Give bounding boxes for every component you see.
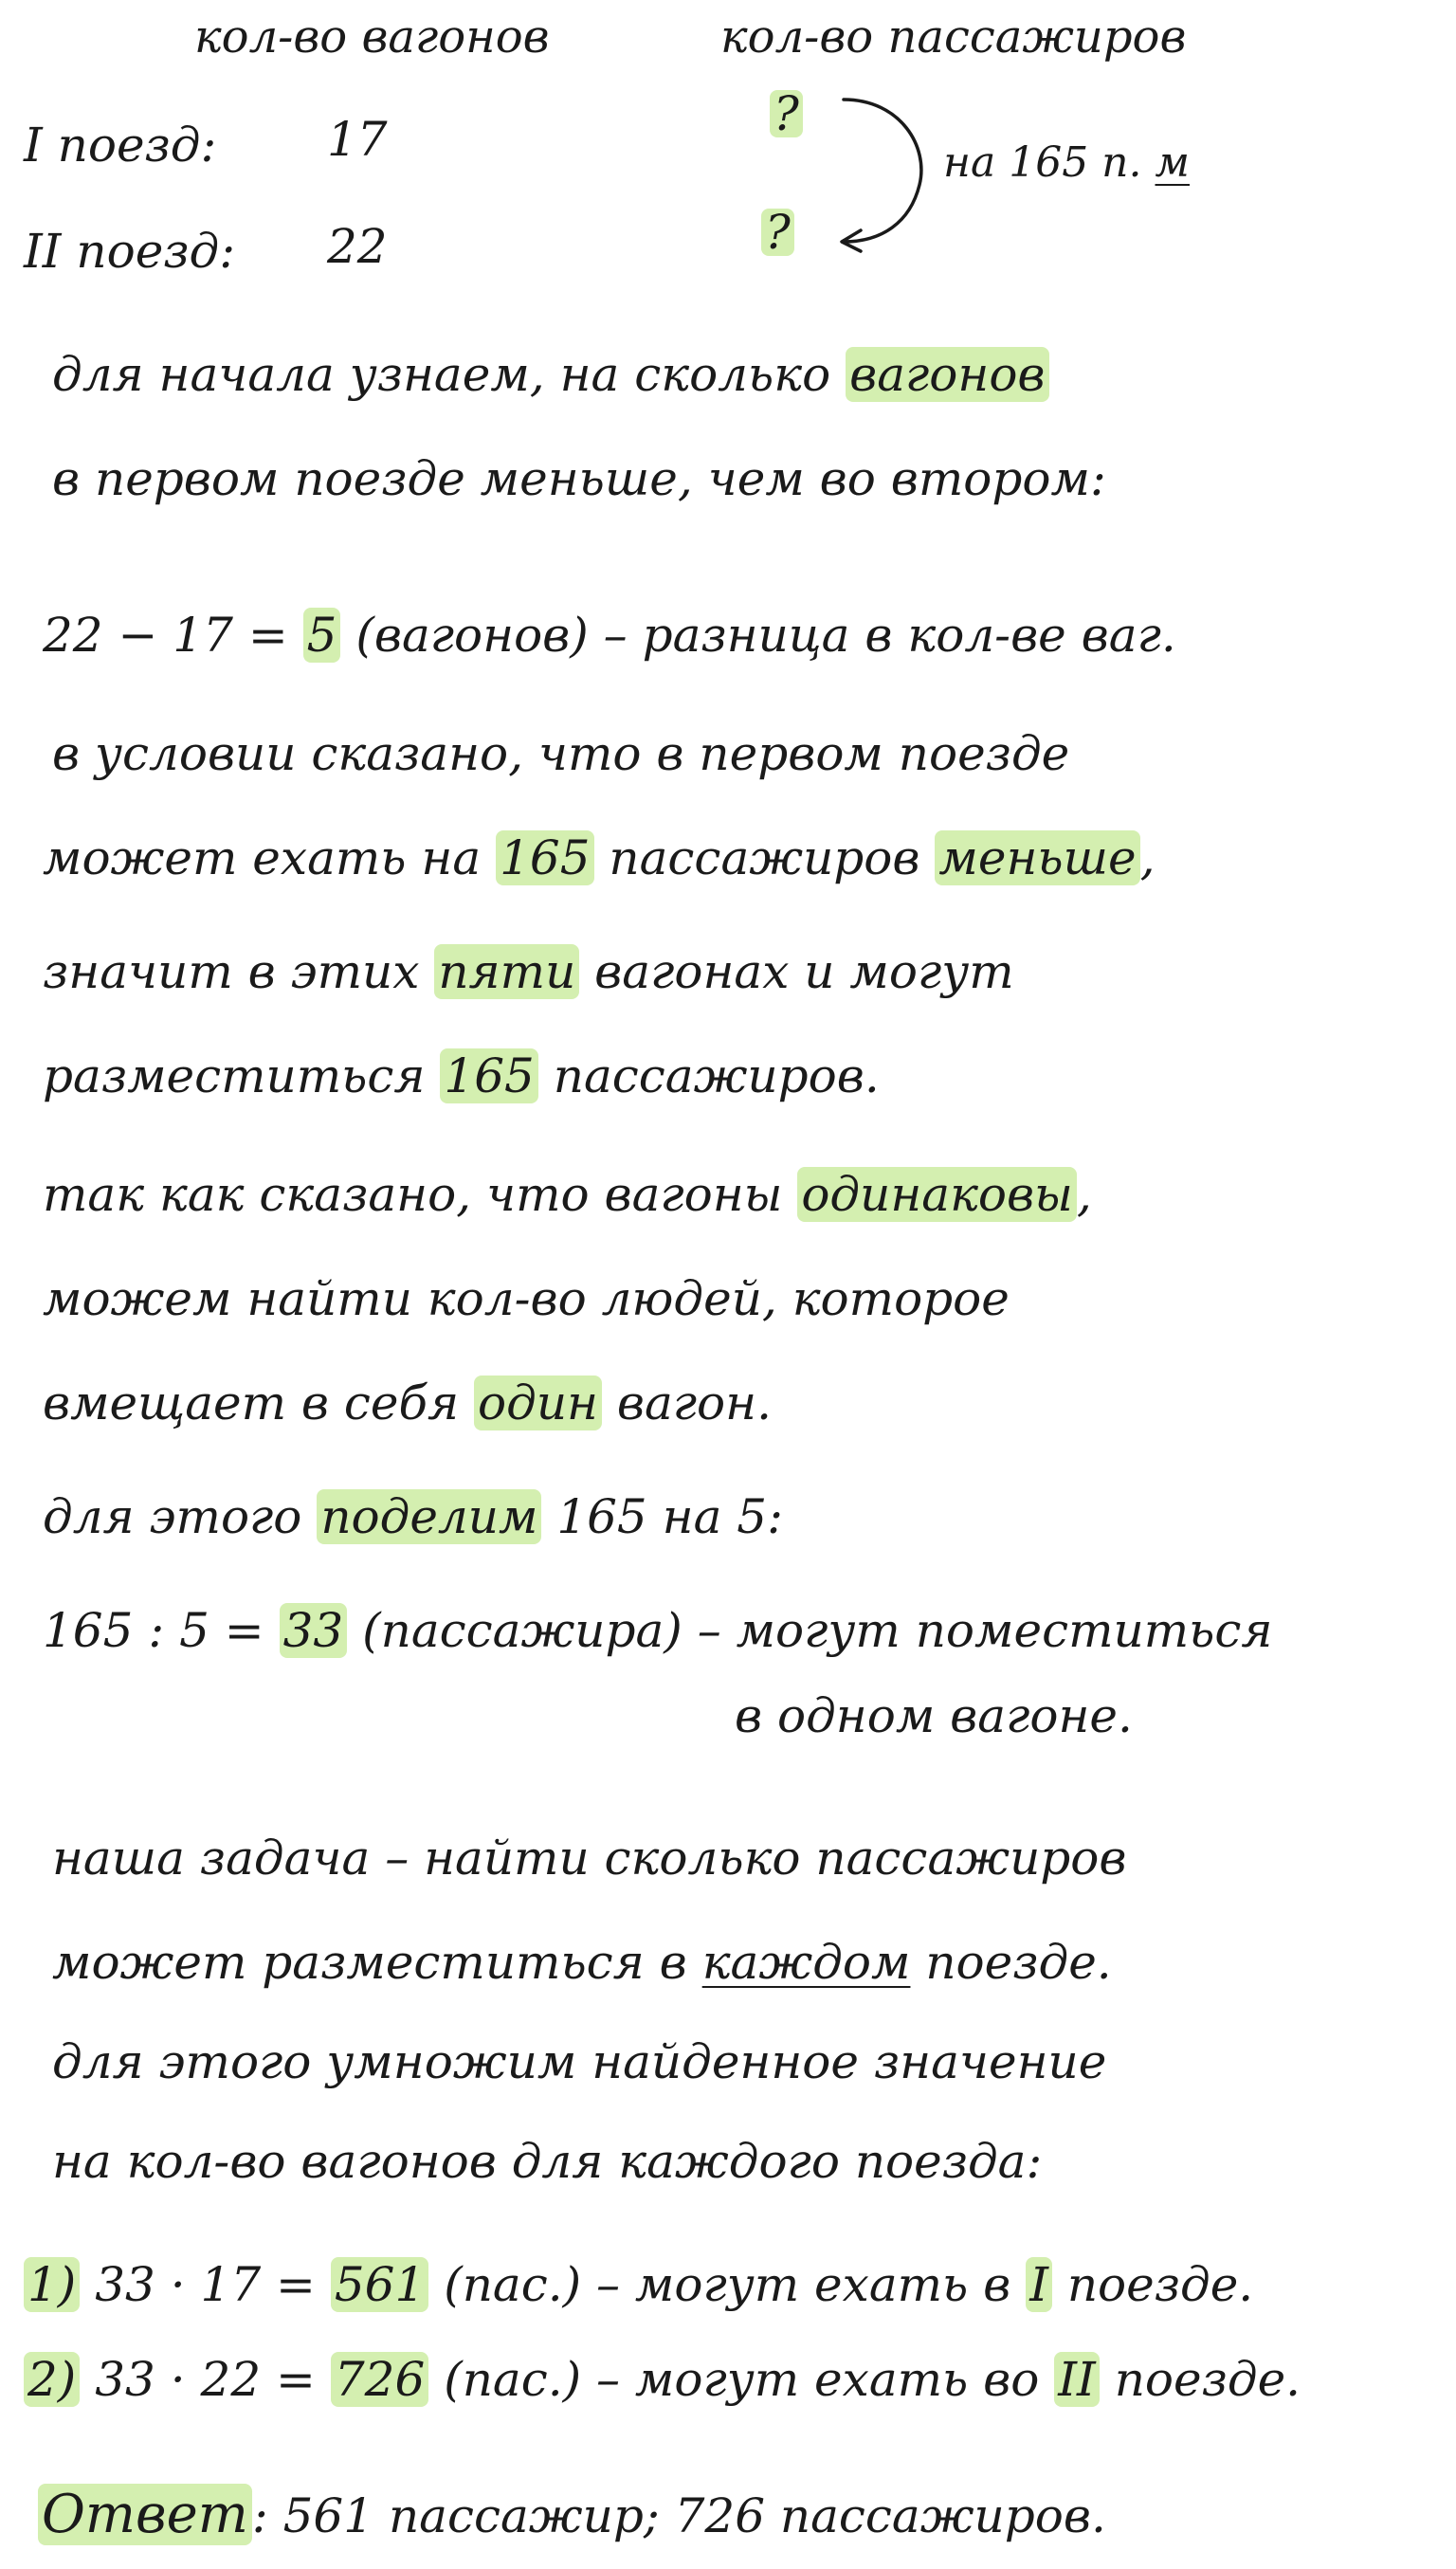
text-line: вмещает в себя один вагон. xyxy=(43,1376,772,1430)
answer-line: Ответ: 561 пассажир; 726 пассажиров. xyxy=(38,2488,1106,2542)
text-line: так как сказано, что вагоны одинаковы, xyxy=(43,1167,1092,1222)
train1-passengers: ? xyxy=(770,90,803,137)
comparison-arrow-icon xyxy=(825,90,938,256)
text-line: для этого поделим 165 на 5: xyxy=(43,1489,783,1544)
column-header-passengers: кол-во пассажиров xyxy=(720,10,1187,64)
text-line: для начала узнаем, на сколько вагонов xyxy=(52,351,1049,398)
text-line: может ехать на 165 пассажиров меньше, xyxy=(43,830,1156,885)
calculation-line: 165 : 5 = 33 (пассажира) – могут поместиться xyxy=(43,1603,1273,1658)
text-line: в одном вагоне. xyxy=(735,1688,1133,1743)
text-line: для этого умножим найденное значение xyxy=(52,2034,1107,2089)
calculation-line: 22 − 17 = 5 (вагонов) – разница в кол-ве ваг. xyxy=(43,608,1176,663)
train1-wagons: 17 xyxy=(327,112,388,167)
text-line: на кол-во вагонов для каждого поезда: xyxy=(52,2134,1043,2189)
train2-label: II поезд: xyxy=(24,224,236,279)
text-line: наша задача – найти сколько пассажиров xyxy=(52,1831,1127,1886)
train2-passengers: ? xyxy=(761,209,794,256)
text-line: в условии сказано, что в первом поезде xyxy=(52,726,1070,781)
text-line: может разместиться в каждом поезде. xyxy=(52,1935,1112,1990)
text-line: в первом поезде меньше, чем во втором: xyxy=(52,451,1106,506)
train1-label: I поезд: xyxy=(24,118,217,173)
difference-note: на 165 п. м xyxy=(943,138,1190,187)
calculation-line: 1) 33 · 17 = 561 (пас.) – могут ехать в I поезде. xyxy=(24,2261,1253,2308)
text-line: разместиться 165 пассажиров. xyxy=(43,1048,880,1103)
text-line: можем найти кол-во людей, которое xyxy=(43,1271,1010,1326)
text-line: значит в этих пяти вагонах и могут xyxy=(43,944,1014,999)
calculation-line: 2) 33 · 22 = 726 (пас.) – могут ехать во II поезде. xyxy=(24,2356,1301,2403)
column-header-wagons: кол-во вагонов xyxy=(194,10,550,64)
train2-wagons: 22 xyxy=(327,219,388,274)
